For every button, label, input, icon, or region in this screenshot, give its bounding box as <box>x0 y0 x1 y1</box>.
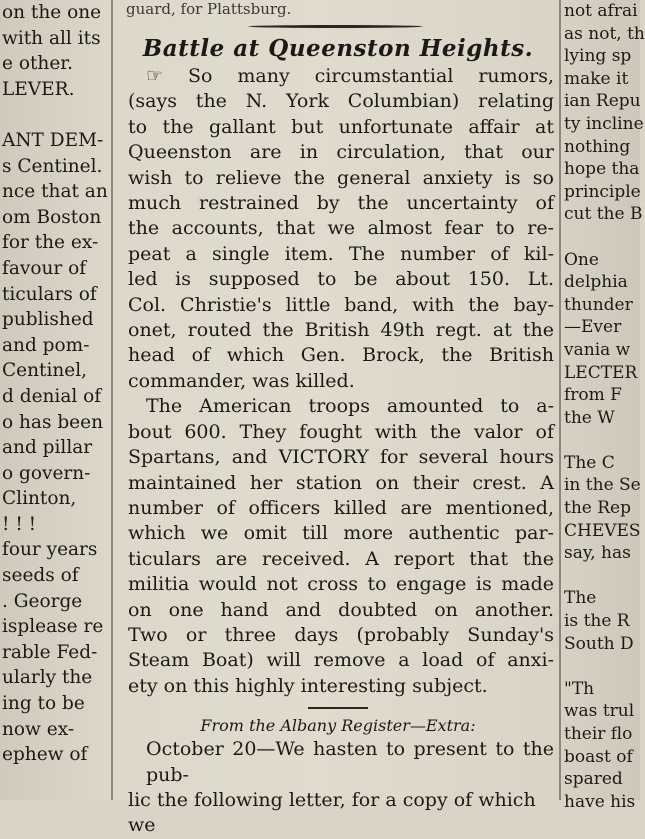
text-line: militia would not cross to engage is made <box>128 573 554 596</box>
text-line: o has been <box>2 411 103 433</box>
text-line: to the gallant but unfortunate affair at <box>128 115 554 138</box>
text-line: number of officers killed are mentioned, <box>128 496 554 519</box>
text-line: ty incline <box>564 113 644 134</box>
text-line: bout 600. They fought with the valor of <box>128 420 554 443</box>
article-heading: Battle at Queenston Heights. <box>142 35 534 62</box>
text-line: from F <box>564 385 622 406</box>
text-line: The American troops amounted to a- <box>146 395 554 418</box>
text-line: as not, th <box>564 23 645 44</box>
text-line: cut the B <box>564 204 643 225</box>
text-line: Spartans, and VICTORY for several hours <box>128 446 554 469</box>
article-paragraph-2 <box>118 394 558 699</box>
text-line: the W <box>564 407 615 428</box>
text-line: One <box>564 249 599 270</box>
text-line: with all its <box>2 27 101 49</box>
text-line: Queenston are in circulation, that our <box>128 141 554 164</box>
sub-heading: From the Albany Register—Extra: <box>200 716 476 736</box>
article-paragraph-1 <box>118 64 558 394</box>
text-line: seeds of <box>2 565 79 587</box>
text-line: ☞ So many circumstantial rumors, <box>146 65 554 87</box>
text-line: nothing <box>564 136 631 157</box>
text-line: spared <box>564 769 623 790</box>
text-line: vania w <box>564 339 631 360</box>
text-line: Steam Boat) will remove a load of anxi- <box>128 649 554 672</box>
text-line: Two or three days (probably Sunday's <box>128 623 554 646</box>
text-line: wish to relieve the general anxiety is so <box>128 166 554 189</box>
text-line: lying sp <box>564 46 632 67</box>
section-rule <box>308 707 368 709</box>
text-line: which we omit till more authentic par- <box>128 522 554 545</box>
text-line: and pillar <box>2 437 93 459</box>
text-line: in the Se <box>564 475 641 496</box>
right-column <box>562 0 645 812</box>
text-line: onet, routed the British 49th regt. at the <box>128 319 554 342</box>
text-line: delphia <box>564 272 628 293</box>
text-line: rable Fed- <box>2 641 98 663</box>
text-line: on the one <box>2 2 102 23</box>
text-line: ularly the <box>2 667 93 689</box>
text-line <box>562 655 640 678</box>
text-line: is the R <box>564 611 630 632</box>
text-line: peat a single item. The number of kil- <box>128 242 554 265</box>
text-line: —Ever <box>564 317 622 338</box>
text-line <box>562 429 640 452</box>
text-line: head of which Gen. Brock, the British <box>128 344 554 367</box>
text-line: principle <box>564 181 641 202</box>
text-line <box>562 226 640 249</box>
column-rule-left <box>111 0 113 800</box>
text-line <box>562 565 640 588</box>
text-line: CHEVES <box>564 520 641 541</box>
text-line: say, has <box>564 543 631 564</box>
text-line: Clinton, <box>2 488 77 510</box>
text-line: thunder <box>564 294 633 315</box>
text-line: South D <box>564 633 634 654</box>
text-line: was trul <box>564 701 635 722</box>
article-paragraph-3 <box>118 737 558 839</box>
text-line: ! ! ! <box>2 513 37 535</box>
column-rule-right <box>559 0 561 800</box>
text-line: om Boston <box>2 206 102 228</box>
text-line: published <box>2 309 94 331</box>
text-line: on one hand and doubted on another. <box>128 598 554 621</box>
text-line: ephew of <box>2 744 88 766</box>
text-line: hope tha <box>564 159 640 180</box>
text-line: boast of <box>564 746 633 767</box>
text-line: e other. <box>2 53 73 75</box>
text-line: "Th <box>564 678 595 699</box>
text-line: d denial of <box>2 385 102 407</box>
text-line: led is supposed to be about 150. Lt. <box>128 268 554 291</box>
text-line: isplease re <box>2 616 104 638</box>
text-line: ing to be <box>2 693 85 715</box>
text-line: The <box>564 588 597 609</box>
text-line: nce that an <box>2 181 108 203</box>
text-line: October 20—We hasten to present to the pub- <box>146 738 554 786</box>
text-line: The C <box>564 452 615 473</box>
text-line: ian Repu <box>564 91 641 112</box>
text-line: their flo <box>564 724 633 744</box>
text-line: much restrained by the uncertainty of <box>128 192 554 215</box>
text-line: not afrai <box>564 1 638 21</box>
ornament-divider <box>118 20 558 32</box>
text-line: Centinel, <box>2 360 88 382</box>
text-line: (says the N. York Columbian) relating <box>128 90 554 113</box>
text-line: ticulars are received. A report that the <box>128 547 554 570</box>
text-line: make it <box>564 68 629 89</box>
text-line <box>0 102 108 128</box>
text-line: and pom- <box>2 334 90 356</box>
middle-column <box>118 0 558 837</box>
text-line: LECTER <box>564 362 638 383</box>
text-line: the accounts, that we almost fear to re- <box>128 217 554 240</box>
text-line: ANT DEM- <box>2 129 104 151</box>
text-line: ticulars of <box>2 283 97 305</box>
left-column <box>0 0 108 800</box>
text-line: LEVER. <box>2 78 75 100</box>
text-line: s Centinel. <box>2 155 103 177</box>
text-line: ety on this highly interesting subject. <box>128 674 488 697</box>
text-line: commander, was killed. <box>128 369 355 392</box>
text-line: have his <box>564 791 636 812</box>
text-line: lic the following letter, for a copy of which we <box>128 788 536 837</box>
text-line: four years <box>2 539 98 561</box>
text-line: now ex- <box>2 718 75 740</box>
top-fragment: guard, for Plattsburg. <box>126 0 292 18</box>
text-line: o govern- <box>2 462 91 484</box>
text-line: . George <box>2 590 83 612</box>
text-line: favour of <box>2 257 87 279</box>
text-line: the Rep <box>564 498 631 519</box>
text-line: maintained her station on their crest. A <box>128 471 554 494</box>
text-line: Col. Christie's little band, with the bay- <box>128 293 554 316</box>
text-line: for the ex- <box>2 232 99 254</box>
